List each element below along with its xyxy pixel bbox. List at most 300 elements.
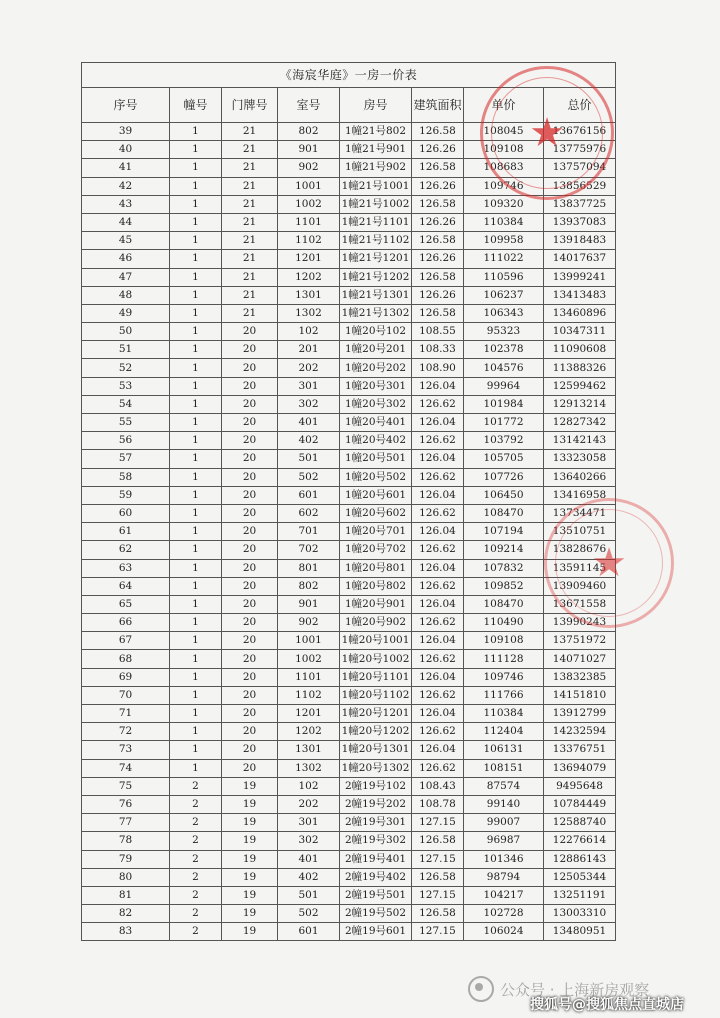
price-list-sheet bbox=[81, 62, 615, 941]
table-cell: 2 bbox=[170, 923, 222, 941]
table-cell: 1幢20号902 bbox=[340, 614, 412, 632]
table-cell: 1302 bbox=[278, 759, 340, 777]
table-cell: 20 bbox=[222, 523, 278, 541]
table-cell: 901 bbox=[278, 595, 340, 613]
table-cell: 104576 bbox=[464, 359, 544, 377]
table-cell: 41 bbox=[82, 159, 170, 177]
table-cell: 502 bbox=[278, 468, 340, 486]
table-cell: 126.04 bbox=[412, 705, 464, 723]
table-cell: 78 bbox=[82, 832, 170, 850]
table-cell: 601 bbox=[278, 923, 340, 941]
table-cell: 126.58 bbox=[412, 868, 464, 886]
table-cell: 126.04 bbox=[412, 523, 464, 541]
table-cell: 1 bbox=[170, 595, 222, 613]
table-cell: 1 bbox=[170, 123, 222, 141]
table-cell: 110490 bbox=[464, 614, 544, 632]
table-cell: 1幢20号1201 bbox=[340, 705, 412, 723]
table-row bbox=[82, 886, 616, 904]
table-row bbox=[82, 668, 616, 686]
table-cell: 96987 bbox=[464, 832, 544, 850]
table-cell: 13142143 bbox=[544, 432, 616, 450]
table-cell: 2幢19号102 bbox=[340, 777, 412, 795]
table-cell: 126.04 bbox=[412, 632, 464, 650]
table-row bbox=[82, 377, 616, 395]
table-cell: 126.58 bbox=[412, 905, 464, 923]
table-cell: 73 bbox=[82, 741, 170, 759]
table-cell: 12886143 bbox=[544, 850, 616, 868]
table-cell: 74 bbox=[82, 759, 170, 777]
table-cell: 64 bbox=[82, 577, 170, 595]
table-cell: 1 bbox=[170, 450, 222, 468]
table-cell: 101772 bbox=[464, 414, 544, 432]
table-cell: 108470 bbox=[464, 595, 544, 613]
table-cell: 109746 bbox=[464, 177, 544, 195]
table-cell: 109958 bbox=[464, 232, 544, 250]
table-cell: 1幢20号802 bbox=[340, 577, 412, 595]
table-cell: 70 bbox=[82, 686, 170, 704]
table-cell: 1幢20号1101 bbox=[340, 668, 412, 686]
table-cell: 13003310 bbox=[544, 905, 616, 923]
table-cell: 102378 bbox=[464, 341, 544, 359]
table-row bbox=[82, 177, 616, 195]
table-cell: 51 bbox=[82, 341, 170, 359]
table-cell: 20 bbox=[222, 559, 278, 577]
table-cell: 1幢20号801 bbox=[340, 559, 412, 577]
table-cell: 108.55 bbox=[412, 323, 464, 341]
table-cell: 14151810 bbox=[544, 686, 616, 704]
table-row bbox=[82, 650, 616, 668]
table-cell: 127.15 bbox=[412, 923, 464, 941]
column-header: 建筑面积 bbox=[412, 88, 464, 123]
table-cell: 12276614 bbox=[544, 832, 616, 850]
table-cell: 401 bbox=[278, 414, 340, 432]
table-cell: 106131 bbox=[464, 741, 544, 759]
table-cell: 13937083 bbox=[544, 213, 616, 231]
star-icon: ★ bbox=[529, 110, 565, 156]
table-cell: 501 bbox=[278, 450, 340, 468]
table-cell: 19 bbox=[222, 886, 278, 904]
table-row bbox=[82, 759, 616, 777]
table-cell: 13856529 bbox=[544, 177, 616, 195]
table-cell: 20 bbox=[222, 468, 278, 486]
table-row bbox=[82, 504, 616, 522]
table-cell: 401 bbox=[278, 850, 340, 868]
table-cell: 127.15 bbox=[412, 814, 464, 832]
table-cell: 102 bbox=[278, 777, 340, 795]
table-row bbox=[82, 850, 616, 868]
table-row bbox=[82, 141, 616, 159]
table-row bbox=[82, 777, 616, 795]
table-cell: 20 bbox=[222, 723, 278, 741]
table-cell: 2 bbox=[170, 814, 222, 832]
table-cell: 42 bbox=[82, 177, 170, 195]
table-cell: 1幢21号802 bbox=[340, 123, 412, 141]
table-row bbox=[82, 832, 616, 850]
table-cell: 102728 bbox=[464, 905, 544, 923]
table-row bbox=[82, 359, 616, 377]
table-cell: 11090608 bbox=[544, 341, 616, 359]
table-cell: 501 bbox=[278, 886, 340, 904]
table-cell: 71 bbox=[82, 705, 170, 723]
table-cell: 1 bbox=[170, 232, 222, 250]
table-row bbox=[82, 541, 616, 559]
table-cell: 59 bbox=[82, 486, 170, 504]
table-cell: 111128 bbox=[464, 650, 544, 668]
table-cell: 76 bbox=[82, 795, 170, 813]
table-cell: 2幢19号501 bbox=[340, 886, 412, 904]
table-cell: 20 bbox=[222, 741, 278, 759]
table-cell: 802 bbox=[278, 577, 340, 595]
table-cell: 108.90 bbox=[412, 359, 464, 377]
table-cell: 2 bbox=[170, 868, 222, 886]
table-cell: 9495648 bbox=[544, 777, 616, 795]
table-cell: 1201 bbox=[278, 250, 340, 268]
table-row bbox=[82, 432, 616, 450]
column-header: 总价 bbox=[544, 88, 616, 123]
table-cell: 106343 bbox=[464, 304, 544, 322]
table-cell: 13694079 bbox=[544, 759, 616, 777]
table-cell: 14017637 bbox=[544, 250, 616, 268]
table-cell: 126.04 bbox=[412, 559, 464, 577]
table-cell: 20 bbox=[222, 432, 278, 450]
table-cell: 20 bbox=[222, 595, 278, 613]
table-cell: 21 bbox=[222, 195, 278, 213]
table-cell: 1幢20号901 bbox=[340, 595, 412, 613]
table-cell: 126.62 bbox=[412, 395, 464, 413]
table-cell: 21 bbox=[222, 250, 278, 268]
table-cell: 802 bbox=[278, 123, 340, 141]
table-cell: 1001 bbox=[278, 632, 340, 650]
table-cell: 2 bbox=[170, 777, 222, 795]
table-row bbox=[82, 705, 616, 723]
table-cell: 1202 bbox=[278, 723, 340, 741]
table-cell: 126.62 bbox=[412, 504, 464, 522]
table-cell: 127.15 bbox=[412, 850, 464, 868]
table-cell: 126.04 bbox=[412, 595, 464, 613]
table-cell: 67 bbox=[82, 632, 170, 650]
table-cell: 13990243 bbox=[544, 614, 616, 632]
table-cell: 107194 bbox=[464, 523, 544, 541]
table-cell: 13999241 bbox=[544, 268, 616, 286]
table-cell: 13413483 bbox=[544, 286, 616, 304]
table-row bbox=[82, 232, 616, 250]
table-row bbox=[82, 577, 616, 595]
table-cell: 65 bbox=[82, 595, 170, 613]
table-cell: 1幢21号1101 bbox=[340, 213, 412, 231]
table-cell: 21 bbox=[222, 177, 278, 195]
table-cell: 20 bbox=[222, 323, 278, 341]
column-header: 单价 bbox=[464, 88, 544, 123]
table-cell: 12505344 bbox=[544, 868, 616, 886]
table-cell: 126.62 bbox=[412, 650, 464, 668]
table-cell: 20 bbox=[222, 705, 278, 723]
table-cell: 13251191 bbox=[544, 886, 616, 904]
table-cell: 1幢20号501 bbox=[340, 450, 412, 468]
table-cell: 45 bbox=[82, 232, 170, 250]
table-cell: 20 bbox=[222, 450, 278, 468]
table-cell: 1 bbox=[170, 559, 222, 577]
table-cell: 52 bbox=[82, 359, 170, 377]
table-cell: 53 bbox=[82, 377, 170, 395]
table-cell: 1 bbox=[170, 341, 222, 359]
table-cell: 112404 bbox=[464, 723, 544, 741]
table-row bbox=[82, 341, 616, 359]
table-cell: 110384 bbox=[464, 213, 544, 231]
table-cell: 1301 bbox=[278, 286, 340, 304]
table-cell: 302 bbox=[278, 395, 340, 413]
table-cell: 99007 bbox=[464, 814, 544, 832]
table-cell: 111022 bbox=[464, 250, 544, 268]
table-cell: 2幢19号401 bbox=[340, 850, 412, 868]
table-cell: 1幢21号1202 bbox=[340, 268, 412, 286]
table-cell: 126.04 bbox=[412, 741, 464, 759]
table-row bbox=[82, 414, 616, 432]
table-cell: 1幢20号1001 bbox=[340, 632, 412, 650]
table-row bbox=[82, 923, 616, 941]
table-row bbox=[82, 323, 616, 341]
table-cell: 126.62 bbox=[412, 541, 464, 559]
table-row bbox=[82, 559, 616, 577]
table-cell: 13480951 bbox=[544, 923, 616, 941]
table-cell: 110384 bbox=[464, 705, 544, 723]
table-cell: 1 bbox=[170, 268, 222, 286]
table-row bbox=[82, 450, 616, 468]
table-cell: 2幢19号302 bbox=[340, 832, 412, 850]
table-cell: 77 bbox=[82, 814, 170, 832]
table-cell: 13734471 bbox=[544, 504, 616, 522]
table-cell: 902 bbox=[278, 614, 340, 632]
table-cell: 109214 bbox=[464, 541, 544, 559]
table-header-row bbox=[82, 88, 616, 123]
table-cell: 99964 bbox=[464, 377, 544, 395]
table-cell: 1 bbox=[170, 468, 222, 486]
table-cell: 11388326 bbox=[544, 359, 616, 377]
table-cell: 2幢19号301 bbox=[340, 814, 412, 832]
table-cell: 1幢20号601 bbox=[340, 486, 412, 504]
table-row bbox=[82, 195, 616, 213]
table-cell: 702 bbox=[278, 541, 340, 559]
table-cell: 108151 bbox=[464, 759, 544, 777]
table-row bbox=[82, 614, 616, 632]
table-cell: 1幢20号202 bbox=[340, 359, 412, 377]
table-cell: 19 bbox=[222, 905, 278, 923]
table-cell: 126.62 bbox=[412, 759, 464, 777]
table-row bbox=[82, 632, 616, 650]
table-cell: 13832385 bbox=[544, 668, 616, 686]
table-cell: 902 bbox=[278, 159, 340, 177]
table-cell: 21 bbox=[222, 213, 278, 231]
table-cell: 87574 bbox=[464, 777, 544, 795]
table-cell: 1幢20号301 bbox=[340, 377, 412, 395]
table-cell: 62 bbox=[82, 541, 170, 559]
table-cell: 10784449 bbox=[544, 795, 616, 813]
table-cell: 106024 bbox=[464, 923, 544, 941]
table-cell: 1 bbox=[170, 177, 222, 195]
table-cell: 1幢21号1002 bbox=[340, 195, 412, 213]
table-cell: 402 bbox=[278, 868, 340, 886]
table-cell: 1幢21号1001 bbox=[340, 177, 412, 195]
table-cell: 1 bbox=[170, 504, 222, 522]
table-cell: 99140 bbox=[464, 795, 544, 813]
table-cell: 2幢19号502 bbox=[340, 905, 412, 923]
table-cell: 301 bbox=[278, 814, 340, 832]
table-cell: 1幢20号302 bbox=[340, 395, 412, 413]
table-cell: 13323058 bbox=[544, 450, 616, 468]
table-cell: 12827342 bbox=[544, 414, 616, 432]
table-cell: 126.58 bbox=[412, 304, 464, 322]
table-cell: 14071027 bbox=[544, 650, 616, 668]
table-title: 《海宸华庭》一房一价表 bbox=[82, 63, 616, 88]
wechat-account-icon bbox=[468, 976, 494, 1002]
table-row bbox=[82, 395, 616, 413]
table-row bbox=[82, 123, 616, 141]
table-cell: 102 bbox=[278, 323, 340, 341]
table-cell: 1 bbox=[170, 250, 222, 268]
table-cell: 19 bbox=[222, 850, 278, 868]
table-cell: 301 bbox=[278, 377, 340, 395]
table-cell: 13416958 bbox=[544, 486, 616, 504]
table-cell: 103792 bbox=[464, 432, 544, 450]
table-cell: 13376751 bbox=[544, 741, 616, 759]
table-cell: 1幢21号901 bbox=[340, 141, 412, 159]
table-cell: 2 bbox=[170, 905, 222, 923]
table-cell: 20 bbox=[222, 377, 278, 395]
table-body bbox=[82, 123, 616, 941]
table-cell: 1幢21号1201 bbox=[340, 250, 412, 268]
table-cell: 2 bbox=[170, 832, 222, 850]
table-cell: 13828676 bbox=[544, 541, 616, 559]
table-cell: 13671558 bbox=[544, 595, 616, 613]
table-cell: 701 bbox=[278, 523, 340, 541]
table-cell: 1101 bbox=[278, 668, 340, 686]
table-cell: 82 bbox=[82, 905, 170, 923]
table-cell: 126.04 bbox=[412, 668, 464, 686]
table-cell: 20 bbox=[222, 686, 278, 704]
table-row bbox=[82, 686, 616, 704]
table-row bbox=[82, 304, 616, 322]
table-row bbox=[82, 250, 616, 268]
table-cell: 202 bbox=[278, 795, 340, 813]
table-cell: 1 bbox=[170, 632, 222, 650]
table-cell: 901 bbox=[278, 141, 340, 159]
table-cell: 12913214 bbox=[544, 395, 616, 413]
table-cell: 19 bbox=[222, 923, 278, 941]
table-cell: 1幢20号1102 bbox=[340, 686, 412, 704]
table-cell: 1 bbox=[170, 141, 222, 159]
table-cell: 47 bbox=[82, 268, 170, 286]
table-cell: 126.26 bbox=[412, 286, 464, 304]
table-cell: 108683 bbox=[464, 159, 544, 177]
table-row bbox=[82, 814, 616, 832]
table-cell: 2 bbox=[170, 850, 222, 868]
table-cell: 75 bbox=[82, 777, 170, 795]
table-cell: 1 bbox=[170, 395, 222, 413]
table-cell: 1 bbox=[170, 304, 222, 322]
table-cell: 20 bbox=[222, 650, 278, 668]
table-cell: 40 bbox=[82, 141, 170, 159]
table-cell: 1 bbox=[170, 686, 222, 704]
table-cell: 20 bbox=[222, 632, 278, 650]
table-cell: 111766 bbox=[464, 686, 544, 704]
table-cell: 2幢19号402 bbox=[340, 868, 412, 886]
table-cell: 39 bbox=[82, 123, 170, 141]
table-cell: 101346 bbox=[464, 850, 544, 868]
table-cell: 1002 bbox=[278, 195, 340, 213]
table-cell: 1 bbox=[170, 432, 222, 450]
table-cell: 108045 bbox=[464, 123, 544, 141]
table-cell: 126.04 bbox=[412, 486, 464, 504]
table-cell: 13757094 bbox=[544, 159, 616, 177]
star-icon: ★ bbox=[591, 540, 627, 586]
table-cell: 72 bbox=[82, 723, 170, 741]
table-cell: 10347311 bbox=[544, 323, 616, 341]
table-cell: 1幢20号1002 bbox=[340, 650, 412, 668]
table-cell: 1 bbox=[170, 668, 222, 686]
table-cell: 109852 bbox=[464, 577, 544, 595]
table-cell: 126.58 bbox=[412, 268, 464, 286]
table-cell: 1幢21号1302 bbox=[340, 304, 412, 322]
table-cell: 21 bbox=[222, 304, 278, 322]
table-cell: 1幢20号1302 bbox=[340, 759, 412, 777]
table-cell: 101984 bbox=[464, 395, 544, 413]
table-cell: 127.15 bbox=[412, 886, 464, 904]
table-cell: 21 bbox=[222, 268, 278, 286]
table-cell: 21 bbox=[222, 286, 278, 304]
table-cell: 126.58 bbox=[412, 832, 464, 850]
table-cell: 13751972 bbox=[544, 632, 616, 650]
table-cell: 1 bbox=[170, 486, 222, 504]
table-cell: 108.43 bbox=[412, 777, 464, 795]
column-header: 门牌号 bbox=[222, 88, 278, 123]
table-cell: 109108 bbox=[464, 632, 544, 650]
table-cell: 43 bbox=[82, 195, 170, 213]
table-cell: 126.62 bbox=[412, 432, 464, 450]
table-cell: 1幢20号1301 bbox=[340, 741, 412, 759]
table-cell: 20 bbox=[222, 341, 278, 359]
table-cell: 1 bbox=[170, 741, 222, 759]
table-cell: 302 bbox=[278, 832, 340, 850]
table-cell: 20 bbox=[222, 614, 278, 632]
table-cell: 202 bbox=[278, 359, 340, 377]
table-cell: 13640266 bbox=[544, 468, 616, 486]
table-cell: 2幢19号202 bbox=[340, 795, 412, 813]
table-cell: 1102 bbox=[278, 232, 340, 250]
table-cell: 1 bbox=[170, 414, 222, 432]
table-cell: 104217 bbox=[464, 886, 544, 904]
table-cell: 13909460 bbox=[544, 577, 616, 595]
table-cell: 1幢21号1301 bbox=[340, 286, 412, 304]
table-cell: 1 bbox=[170, 759, 222, 777]
table-cell: 98794 bbox=[464, 868, 544, 886]
table-cell: 109746 bbox=[464, 668, 544, 686]
table-cell: 19 bbox=[222, 814, 278, 832]
table-cell: 20 bbox=[222, 668, 278, 686]
table-cell: 56 bbox=[82, 432, 170, 450]
table-row bbox=[82, 486, 616, 504]
table-cell: 108470 bbox=[464, 504, 544, 522]
table-cell: 126.62 bbox=[412, 468, 464, 486]
table-cell: 107832 bbox=[464, 559, 544, 577]
table-cell: 13775976 bbox=[544, 141, 616, 159]
watermark-text: 公众号 · 上海新房观察 bbox=[500, 980, 650, 999]
table-cell: 1幢20号602 bbox=[340, 504, 412, 522]
table-cell: 20 bbox=[222, 577, 278, 595]
table-cell: 1 bbox=[170, 359, 222, 377]
table-cell: 48 bbox=[82, 286, 170, 304]
table-cell: 1002 bbox=[278, 650, 340, 668]
table-cell: 126.58 bbox=[412, 159, 464, 177]
table-cell: 106450 bbox=[464, 486, 544, 504]
